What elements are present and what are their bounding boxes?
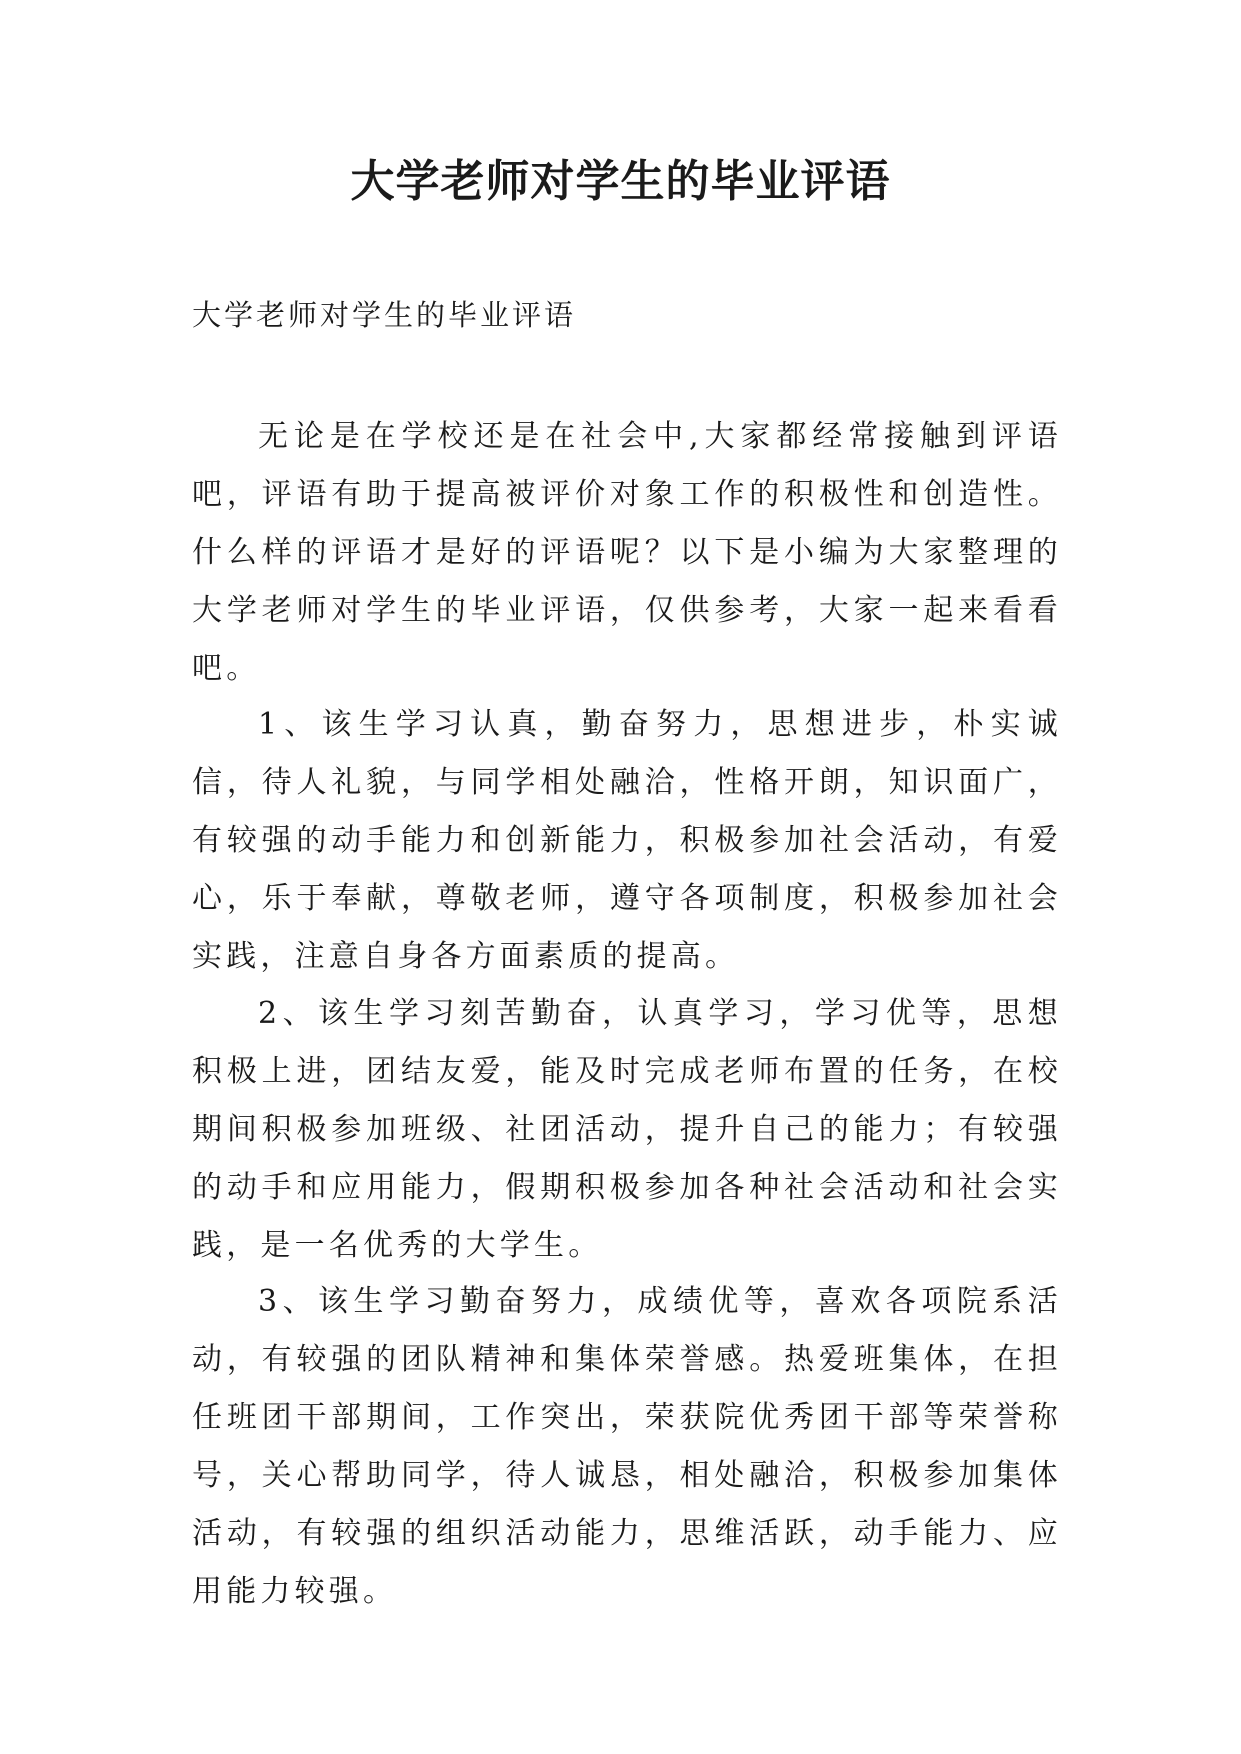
comment-item-1: 1、该生学习认真，勤奋努力，思想进步，朴实诚信，待人礼貌，与同学相处融洽，性格开朗，知识面广，有较强的动手能力和创新能力，积极参加社会活动，有爱心，乐于奉献，尊敬老师，遵守各项制度，积极参加社会实践，注意自身各方面素质的提高。 [192, 707, 1062, 974]
document-title: 大学老师对学生的毕业评语 [350, 156, 891, 207]
comment-item-3: 3、该生学习勤奋努力，成绩优等，喜欢各项院系活动，有较强的团队精神和集体荣誉感。热爱班集体，在担任班团干部期间，工作突出，荣获院优秀团干部等荣誉称号，关心帮助同学，待人诚恳，相处融洽，积极参加集体活动，有较强的组织活动能力，思维活跃，动手能力、应用能力较强。 [192, 1284, 1062, 1609]
intro-paragraph: 无论是在学校还是在社会中,大家都经常接触到评语吧，评语有助于提高被评价对象工作的积极性和创造性。什么样的评语才是好的评语呢？以下是小编为大家整理的大学老师对学生的毕业评语，仅供参考，大家一起来看看吧。 [192, 419, 1062, 686]
document-subtitle: 大学老师对学生的毕业评语 [192, 298, 577, 332]
comment-item-2: 2、该生学习刻苦勤奋，认真学习，学习优等，思想积极上进，团结友爱，能及时完成老师布置的任务，在校期间积极参加班级、社团活动，提升自己的能力；有较强的动手和应用能力，假期积极参加各种社会活动和社会实践，是一名优秀的大学生。 [192, 996, 1062, 1263]
